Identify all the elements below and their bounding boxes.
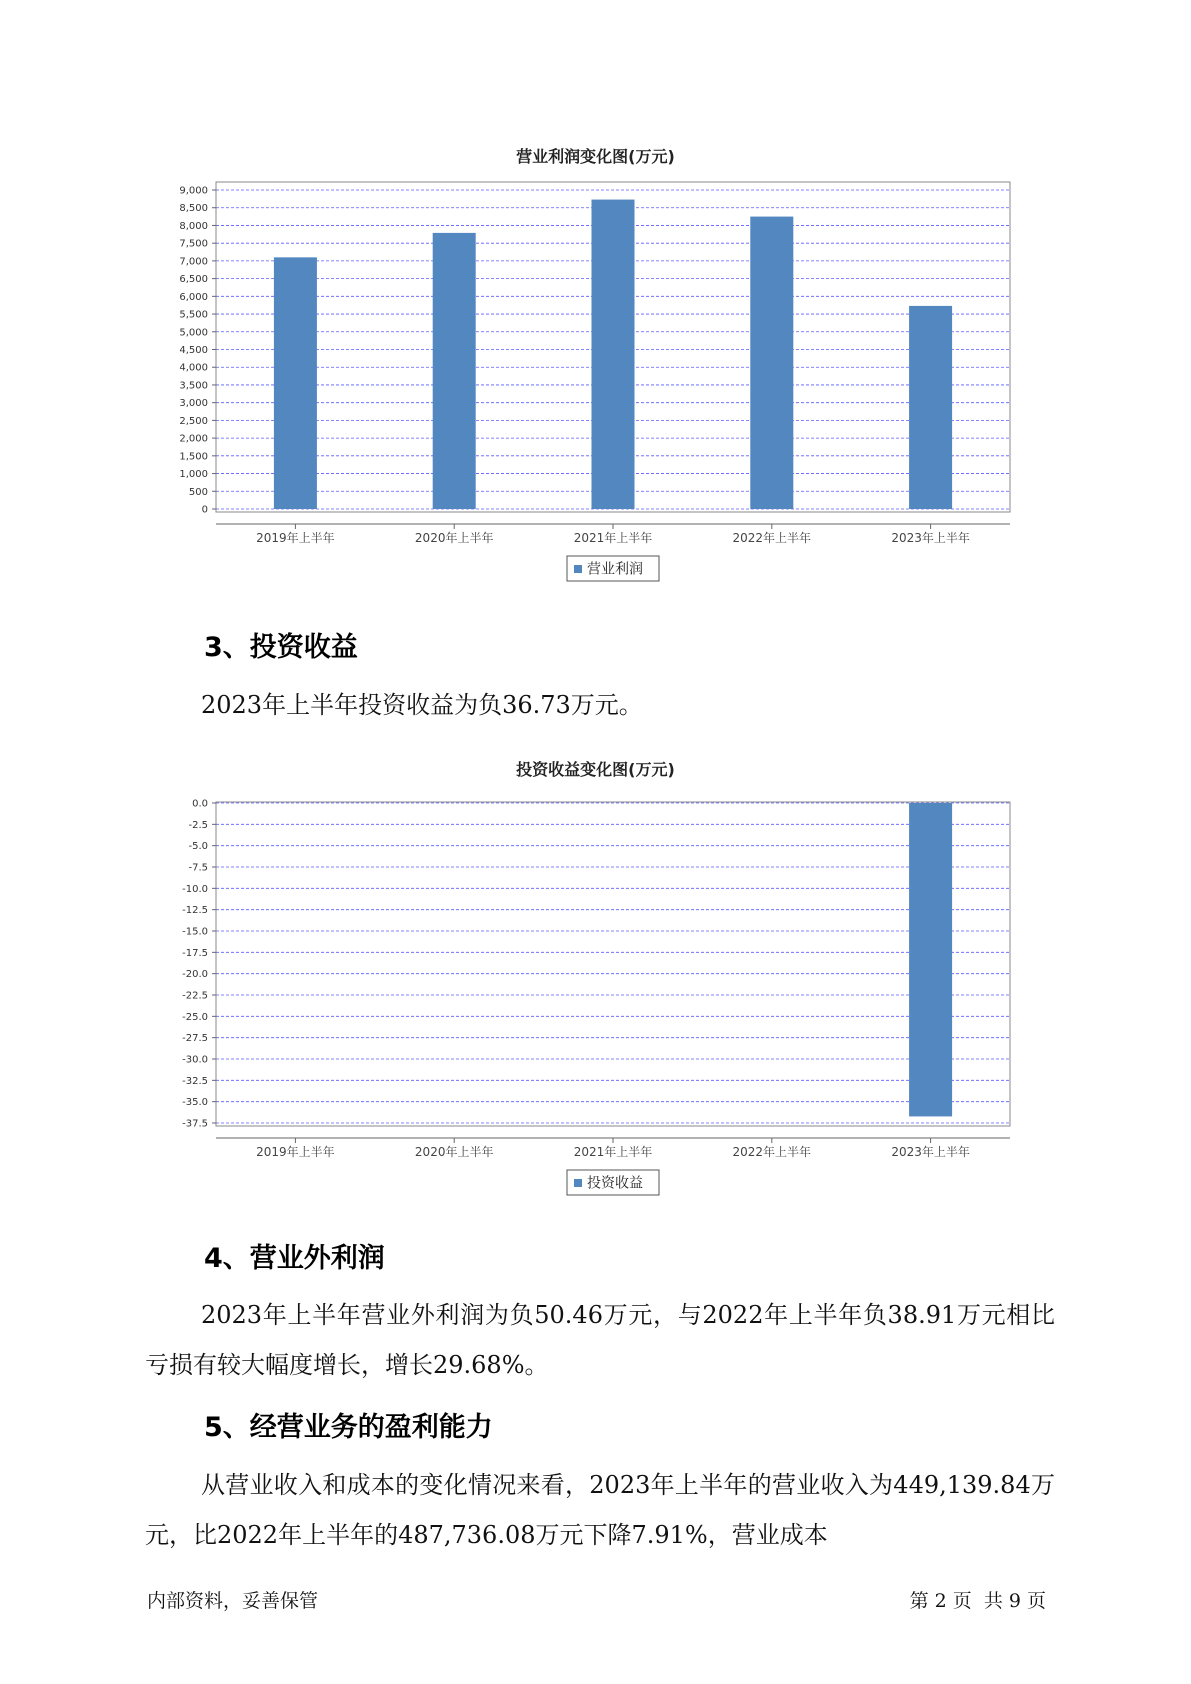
footer-page-number: 第 2 页 共 9 页 xyxy=(909,1590,1046,1612)
section-4-text: 2023年上半年营业外利润为负50.46万元，与2022年上半年负38.91万元相比亏损有较大幅度增长，增长29.68%。 xyxy=(145,1301,1055,1379)
y-tick-label: -37.5 xyxy=(182,1118,208,1130)
y-tick-label: -30.0 xyxy=(182,1054,208,1066)
y-tick-label: 8,500 xyxy=(179,203,208,215)
y-tick-label: -22.5 xyxy=(182,990,208,1002)
bar xyxy=(909,306,952,509)
y-tick-label: -35.0 xyxy=(182,1097,208,1109)
y-tick-label: -2.5 xyxy=(188,819,208,831)
bar xyxy=(433,233,476,509)
y-tick-label: -25.0 xyxy=(182,1011,208,1023)
section-4-heading: 4、营业外利润 xyxy=(204,1243,385,1274)
y-tick-label: 2,500 xyxy=(179,415,208,427)
y-tick-label: 6,500 xyxy=(179,274,208,286)
bar xyxy=(592,200,635,509)
y-tick-label: 6,000 xyxy=(179,291,208,303)
y-tick-label: 500 xyxy=(188,486,208,498)
y-tick-label: 7,500 xyxy=(179,238,208,250)
legend-swatch xyxy=(574,1179,582,1187)
legend-label: 营业利润 xyxy=(587,561,643,578)
section-5-heading: 5、经营业务的盈利能力 xyxy=(204,1412,493,1443)
y-tick-label: -10.0 xyxy=(182,883,208,895)
bar xyxy=(909,803,952,1116)
x-tick-label: 2023年上半年 xyxy=(891,531,970,545)
y-tick-label: 2,000 xyxy=(179,433,208,445)
y-tick-label: 8,000 xyxy=(179,220,208,232)
y-tick-label: -15.0 xyxy=(182,926,208,938)
y-tick-label: 7,000 xyxy=(179,256,208,268)
x-tick-label: 2020年上半年 xyxy=(414,1145,494,1159)
y-tick-label: -20.0 xyxy=(182,969,208,981)
x-tick-label: 2023年上半年 xyxy=(891,1145,970,1159)
x-tick-label: 2019年上半年 xyxy=(256,1145,335,1159)
y-tick-label: -17.5 xyxy=(182,947,208,959)
y-tick-label: -5.0 xyxy=(188,841,208,853)
y-tick-label: 5,000 xyxy=(179,327,208,339)
chart-1-operating-profit xyxy=(0,170,1191,590)
footer-left: 内部资料，妥善保管 xyxy=(147,1590,319,1612)
x-tick-label: 2020年上半年 xyxy=(414,531,494,545)
y-tick-label: 1,000 xyxy=(179,469,208,481)
y-tick-label: 5,500 xyxy=(179,309,208,321)
section-5-text: 从营业收入和成本的变化情况来看，2023年上半年的营业收入为449,139.84万元，比2022年上半年的487,736.08万元下降7.91%，营业成本 xyxy=(145,1471,1055,1549)
y-tick-label: -7.5 xyxy=(188,862,208,874)
x-tick-label: 2022年上半年 xyxy=(732,1145,812,1159)
section-3-text: 2023年上半年投资收益为负36.73万元。 xyxy=(201,691,643,719)
legend-swatch xyxy=(574,565,582,573)
legend xyxy=(567,556,659,581)
y-tick-label: 3,000 xyxy=(179,398,208,410)
plot-area xyxy=(216,802,1010,1126)
y-tick-label: 0.0 xyxy=(192,798,208,810)
y-tick-label: -27.5 xyxy=(182,1033,208,1045)
bar xyxy=(274,257,317,509)
y-tick-label: 4,000 xyxy=(179,362,208,374)
x-tick-label: 2019年上半年 xyxy=(256,531,335,545)
y-tick-label: 0 xyxy=(201,504,208,516)
chart-2-title: 投资收益变化图(万元) xyxy=(516,760,675,779)
chart-1-title: 营业利润变化图(万元) xyxy=(516,147,675,166)
y-tick-label: 3,500 xyxy=(179,380,208,392)
y-tick-label: -32.5 xyxy=(182,1075,208,1087)
x-tick-label: 2022年上半年 xyxy=(732,531,812,545)
bar xyxy=(750,217,793,509)
legend-label: 投资收益 xyxy=(587,1175,643,1192)
x-tick-label: 2021年上半年 xyxy=(573,531,653,545)
y-tick-label: 9,000 xyxy=(179,185,208,197)
legend xyxy=(567,1170,659,1195)
chart-2-investment-income xyxy=(0,790,1191,1210)
y-tick-label: -12.5 xyxy=(182,905,208,917)
y-tick-label: 4,500 xyxy=(179,345,208,356)
section-3-heading: 3、投资收益 xyxy=(204,632,358,663)
x-tick-label: 2021年上半年 xyxy=(573,1145,653,1159)
y-tick-label: 1,500 xyxy=(179,451,208,463)
